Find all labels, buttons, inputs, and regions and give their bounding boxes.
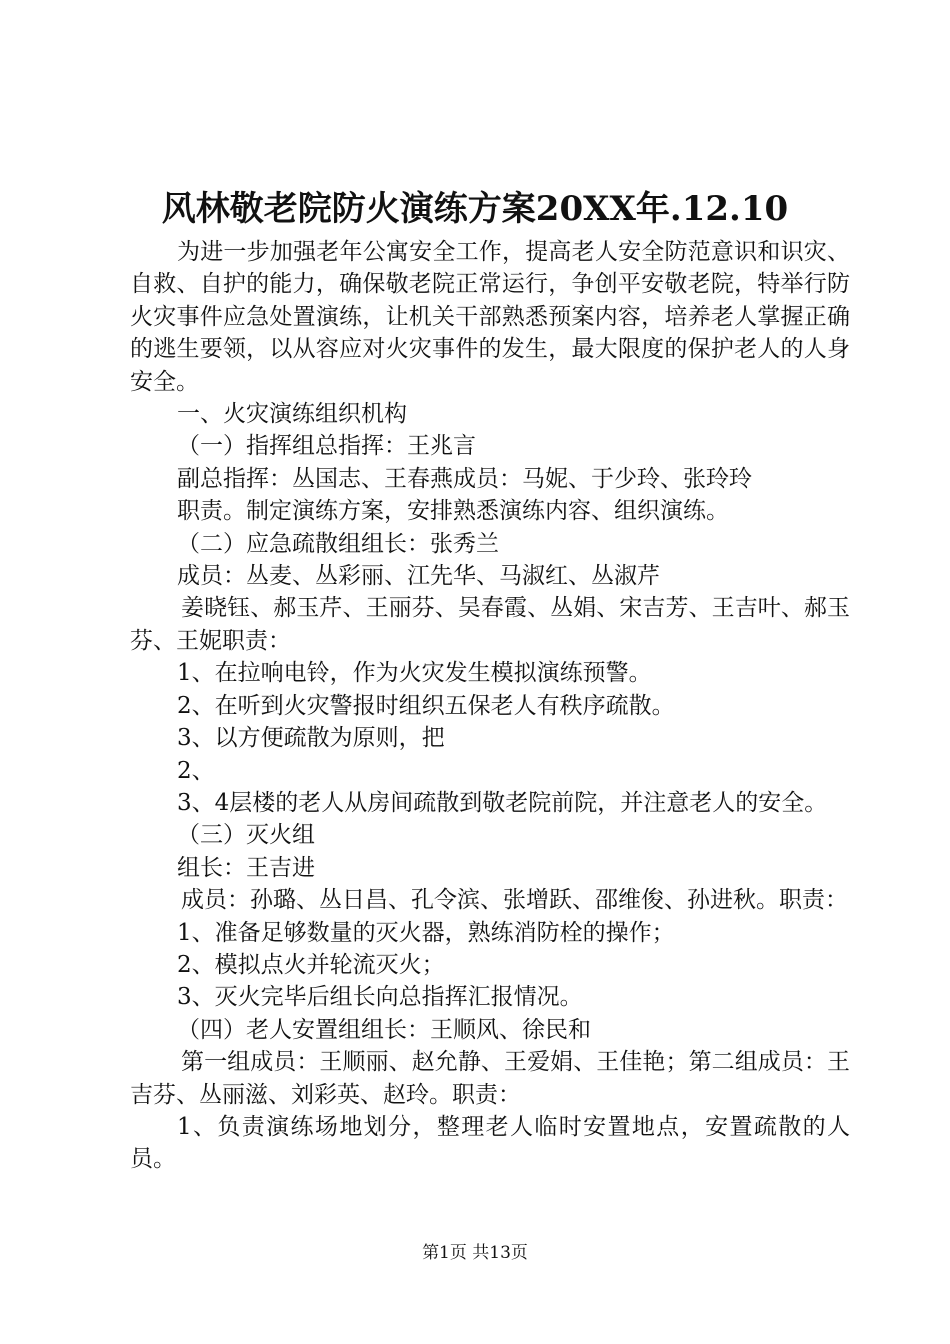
paragraph: 组长：王吉进 (177, 854, 315, 881)
intro-paragraph: 为进一步加强老年公寓安全工作，提高老人安全防范意识和识灾、自救、自护的能力，确保敬老院正常运行，争创平安敬老院，特举行防火灾事件应急处置演练，让机关干部熟悉预案内容，培养老人掌握正确的逃生要领，以从容应对火灾事件的发生，最大限度的保护老人的人身安全。 (130, 239, 850, 395)
list-item: 3、4层楼的老人从房间疏散到敬老院前院，并注意老人的安全。 (177, 789, 828, 816)
list-item: 2、在听到火灾警报时组织五保老人有秩序疏散。 (177, 692, 675, 719)
subsection-heading: （四）老人安置组组长：王顺风、徐民和 (177, 1016, 591, 1043)
subsection-heading: （一）指挥组总指挥：王兆言 (177, 433, 476, 460)
list-item: 1、负责演练场地划分，整理老人临时安置地点，安置疏散的人员。 (130, 1113, 850, 1173)
subsection-heading: （二）应急疏散组组长：张秀兰 (177, 530, 499, 557)
paragraph: 成员：孙璐、丛日昌、孔令滨、张增跃、邵维俊、孙进秋。职责： (181, 887, 848, 914)
paragraph: 第一组成员：王顺丽、赵允静、王爱娟、王佳艳；第二组成员：王吉芬、丛丽滋、刘彩英、赵玲。职责： (130, 1049, 850, 1108)
list-item: 2、 (177, 757, 215, 784)
paragraph: 成员：丛麦、丛彩丽、江先华、马淑红、丛淑芹 (177, 563, 660, 590)
paragraph: 姜晓钰、郝玉芹、王丽芬、吴春霞、丛娟、宋吉芳、王吉叶、郝玉芬、王妮职责： (130, 595, 850, 654)
document-body (130, 236, 850, 1176)
paragraph: 职责。制定演练方案，安排熟悉演练内容、组织演练。 (177, 498, 729, 525)
subsection-heading: （三）灭火组 (177, 822, 315, 849)
list-item: 1、准备足够数量的灭火器，熟练消防栓的操作； (177, 919, 675, 946)
document-title: 风林敬老院防火演练方案20XX年.12.10 (161, 189, 789, 229)
list-item: 3、以方便疏散为原则，把 (177, 725, 445, 752)
list-item: 2、模拟点火并轮流灭火； (177, 951, 445, 978)
section-heading: 一、火灾演练组织机构 (177, 401, 407, 428)
list-item: 1、在拉响电铃，作为火灾发生模拟演练预警。 (177, 660, 652, 687)
list-item: 3、灭火完毕后组长向总指挥汇报情况。 (177, 984, 583, 1011)
paragraph: 副总指挥：丛国志、王春燕成员：马妮、于少玲、张玲玲 (177, 465, 752, 492)
page-number: 第1页 共13页 (422, 1243, 528, 1263)
